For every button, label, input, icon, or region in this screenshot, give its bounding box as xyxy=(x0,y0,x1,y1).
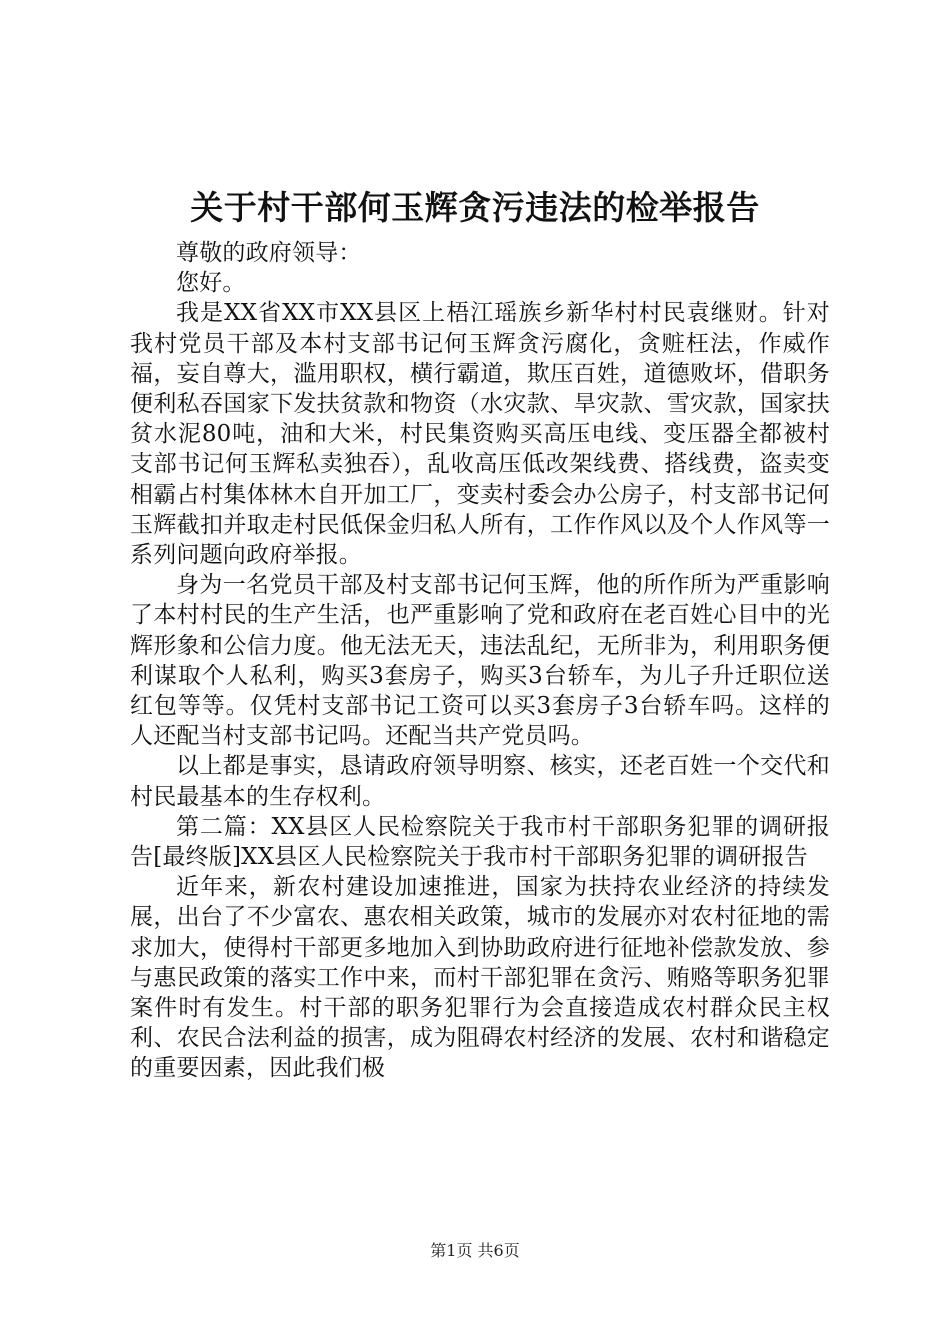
paragraph-second-article-body: 近年来，新农村建设加速推进，国家为扶持农业经济的持续发展，出台了不少富农、惠农相关政策，城市的发展亦对农村征地的需求加大，使得村干部更多地加入到协助政府进行征地补偿款发放、参与惠民政策的落实工作中来，而村干部犯罪在贪污、贿赂等职务犯罪案件时有发生。村干部的职务犯罪行为会直接造成农村群众民主权利、农民合法利益的损害，成为阻碍农村经济的发展、农村和谐稳定的重要因素，因此我们极 xyxy=(130,874,830,1082)
document-title: 关于村干部何玉辉贪污违法的检举报告 xyxy=(190,188,760,227)
document-body xyxy=(130,238,830,1084)
paragraph-impact: 身为一名党员干部及村支部书记何玉辉，他的所作所为严重影响了本村村民的生产生活，也严重影响了党和政府在老百姓心目中的光辉形象和公信力度。他无法无天，违法乱纪，无所非为，利用职务便利谋取个人私利，购买3套房子，购买3台轿车，为儿子升迁职位送红包等等。仅凭村支部书记工资可以买3套房子3台轿车吗。这样的人还配当村支部书记吗。还配当共产党员吗。 xyxy=(130,572,830,750)
paragraph-greeting: 您好。 xyxy=(176,270,246,297)
paragraph-salutation: 尊敬的政府领导： xyxy=(176,240,362,266)
paragraph-report-intro: 我是XX省XX市XX县区上梧江瑶族乡新华村村民袁继财。针对我村党员干部及本村支部书记何玉辉贪污腐化，贪赃枉法，作威作福，妄自尊大，滥用职权，横行霸道，欺压百姓，道德败坏，借职务便利私吞国家下发扶贫款和物资（水灾款、旱灾款、雪灾款，国家扶贫水泥80吨，油和大米，村民集资购买高压电线、变压器全都被村支部书记何玉辉私卖独吞），乱收高压低改架线费、搭线费，盗卖变相霸占村集体林木自开加工厂，变卖村委会办公房子，村支部书记何玉辉截扣并取走村民低保金归私人所有，工作作风以及个人作风等一系列问题向政府举报。 xyxy=(130,300,830,569)
paragraph-request: 以上都是事实，恳请政府领导明察、核实，还老百姓一个交代和村民最基本的生存权利。 xyxy=(130,753,830,810)
page-footer: 第1页 共6页 xyxy=(430,1241,520,1260)
paragraph-second-article-title: 第二篇：XX县区人民检察院关于我市村干部职务犯罪的调研报告[最终版]XX县区人民检察院关于我市村干部职务犯罪的调研报告 xyxy=(130,813,830,871)
